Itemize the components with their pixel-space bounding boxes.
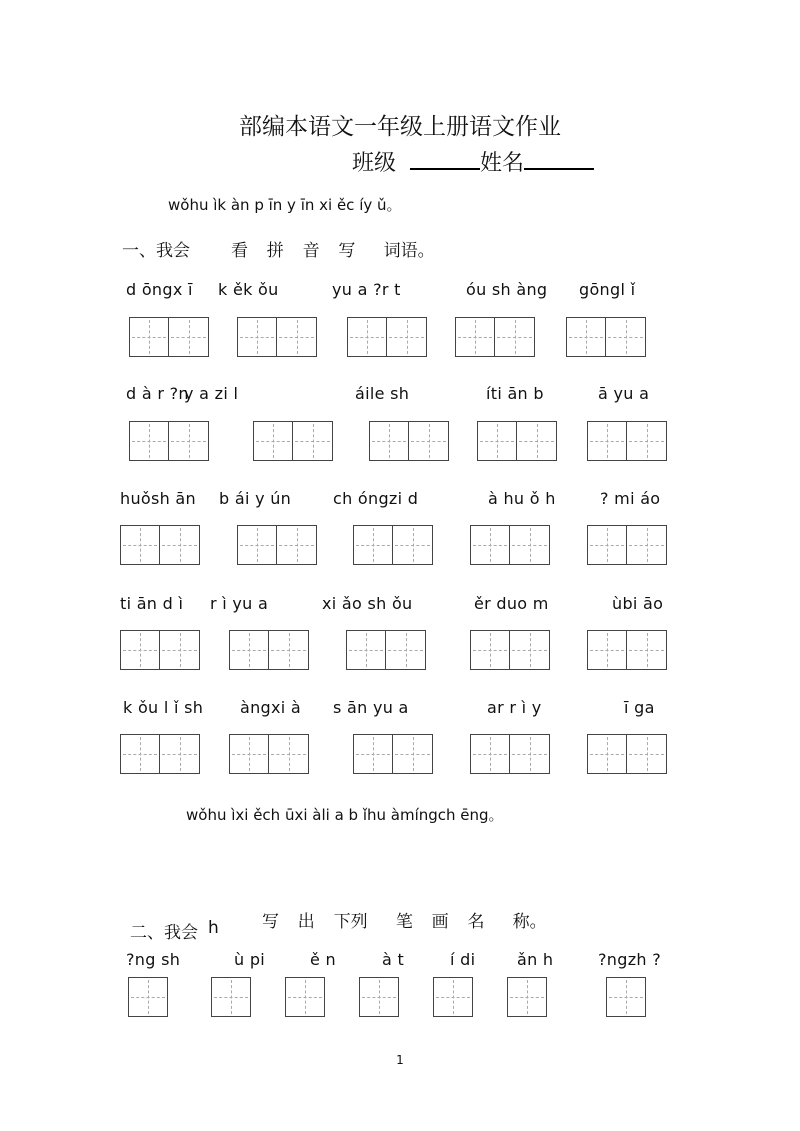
grid-cell[interactable] xyxy=(606,317,646,357)
pinyin-5-3: s ān yu a xyxy=(333,698,409,717)
grid-cell[interactable] xyxy=(510,734,550,774)
pinyin-3-2: b ái y ún xyxy=(219,489,292,508)
grid-cell[interactable] xyxy=(386,630,426,670)
section2-title-rest: 写 出 下列 笔 画 名 称。 xyxy=(262,912,547,932)
pinyin-1-3: yu a ?r t xyxy=(332,280,401,299)
write-grid-2-1[interactable] xyxy=(129,421,209,461)
pinyin-1-4: óu sh àng xyxy=(466,280,548,299)
grid-cell[interactable] xyxy=(627,525,667,565)
stroke-pinyin-5: í di xyxy=(450,950,476,969)
grid-cell[interactable] xyxy=(277,525,317,565)
grid-cell[interactable] xyxy=(293,421,333,461)
grid-cell[interactable] xyxy=(120,734,160,774)
section1-title: 一、我会 xyxy=(122,241,190,261)
grid-cell[interactable] xyxy=(369,421,409,461)
grid-cell[interactable] xyxy=(160,525,200,565)
pinyin-5-4: ar r ì y xyxy=(487,698,542,717)
grid-cell[interactable] xyxy=(229,630,269,670)
grid-cell[interactable] xyxy=(129,317,169,357)
write-grid-4-2[interactable] xyxy=(229,630,309,670)
grid-cell[interactable] xyxy=(606,977,646,1017)
stroke-pinyin-3: ě n xyxy=(310,950,336,969)
pinyin-3-1: huǒsh ān xyxy=(120,489,196,508)
grid-cell[interactable] xyxy=(507,977,547,1017)
grid-cell[interactable] xyxy=(169,421,209,461)
stroke-grid-1[interactable] xyxy=(128,977,168,1017)
write-grid-3-4[interactable] xyxy=(470,525,550,565)
grid-cell[interactable] xyxy=(120,630,160,670)
grid-cell[interactable] xyxy=(470,525,510,565)
write-grid-4-5[interactable] xyxy=(587,630,667,670)
grid-cell[interactable] xyxy=(346,630,386,670)
grid-cell[interactable] xyxy=(229,734,269,774)
grid-cell[interactable] xyxy=(455,317,495,357)
write-grid-1-1[interactable] xyxy=(129,317,209,357)
stroke-grid-7[interactable] xyxy=(606,977,646,1017)
page-title: 部编本语文一年级上册语文作业 xyxy=(239,114,561,140)
section1-instruction-pinyin: wǒhu ìk àn p īn y īn xi ěc íy ǔ。 xyxy=(168,196,402,214)
pinyin-4-5: ùbi āo xyxy=(612,594,664,613)
pinyin-3-5: ? mi áo xyxy=(600,489,661,508)
write-grid-5-3[interactable] xyxy=(353,734,433,774)
grid-cell[interactable] xyxy=(285,977,325,1017)
pinyin-5-5: ī ga xyxy=(624,698,655,717)
grid-cell[interactable] xyxy=(269,734,309,774)
pinyin-1-5: gōngl ǐ xyxy=(579,280,636,299)
write-grid-1-5[interactable] xyxy=(566,317,646,357)
grid-cell[interactable] xyxy=(359,977,399,1017)
pinyin-5-2: àngxi à xyxy=(240,698,302,717)
grid-cell[interactable] xyxy=(128,977,168,1017)
grid-cell[interactable] xyxy=(627,421,667,461)
pinyin-2-5: ā yu a xyxy=(598,384,650,403)
pinyin-4-1: ti ān d ì xyxy=(120,594,184,613)
write-grid-4-4[interactable] xyxy=(470,630,550,670)
write-grid-4-1[interactable] xyxy=(120,630,200,670)
write-grid-1-3[interactable] xyxy=(347,317,427,357)
write-grid-2-3[interactable] xyxy=(369,421,449,461)
write-grid-5-2[interactable] xyxy=(229,734,309,774)
section1-title-rest: 看 拼 音 写 词语。 xyxy=(231,241,435,261)
stroke-grid-4[interactable] xyxy=(359,977,399,1017)
grid-cell[interactable] xyxy=(587,734,627,774)
write-grid-2-5[interactable] xyxy=(587,421,667,461)
pinyin-2-2: y a zi l xyxy=(184,384,239,403)
grid-cell[interactable] xyxy=(393,734,433,774)
write-grid-5-1[interactable] xyxy=(120,734,200,774)
stroke-pinyin-6: ǎn h xyxy=(517,950,554,969)
grid-cell[interactable] xyxy=(477,421,517,461)
pinyin-2-4: íti ān b xyxy=(486,384,544,403)
stroke-pinyin-4: à t xyxy=(382,950,405,969)
grid-cell[interactable] xyxy=(160,630,200,670)
grid-cell[interactable] xyxy=(347,317,387,357)
class-label: 班级 xyxy=(352,151,397,176)
grid-cell[interactable] xyxy=(211,977,251,1017)
grid-cell[interactable] xyxy=(353,734,393,774)
write-grid-3-5[interactable] xyxy=(587,525,667,565)
write-grid-4-3[interactable] xyxy=(346,630,426,670)
grid-cell[interactable] xyxy=(587,421,627,461)
grid-cell[interactable] xyxy=(470,630,510,670)
grid-cell[interactable] xyxy=(269,630,309,670)
stroke-grid-2[interactable] xyxy=(211,977,251,1017)
grid-cell[interactable] xyxy=(277,317,317,357)
grid-cell[interactable] xyxy=(409,421,449,461)
grid-cell[interactable] xyxy=(627,630,667,670)
grid-cell[interactable] xyxy=(433,977,473,1017)
grid-cell[interactable] xyxy=(237,525,277,565)
grid-cell[interactable] xyxy=(387,317,427,357)
grid-cell[interactable] xyxy=(495,317,535,357)
page-number: 1 xyxy=(396,1053,404,1067)
stroke-pinyin-1: ?ng sh xyxy=(126,950,181,969)
pinyin-2-1: d à r ?n xyxy=(126,384,189,403)
section2-title-extra: h xyxy=(208,918,219,938)
grid-cell[interactable] xyxy=(587,630,627,670)
name-blank[interactable] xyxy=(524,148,594,170)
grid-cell[interactable] xyxy=(237,317,277,357)
stroke-pinyin-2: ù pi xyxy=(234,950,266,969)
pinyin-1-2: k ěk ǒu xyxy=(218,280,279,299)
pinyin-3-4: à hu ǒ h xyxy=(488,489,556,508)
write-grid-3-3[interactable] xyxy=(353,525,433,565)
pinyin-2-3: áile sh xyxy=(355,384,410,403)
class-name-line xyxy=(352,146,594,177)
write-grid-3-2[interactable] xyxy=(237,525,317,565)
name-label: 姓名 xyxy=(480,151,525,176)
pinyin-4-4: ěr duo m xyxy=(474,594,549,613)
grid-cell[interactable] xyxy=(470,734,510,774)
grid-cell[interactable] xyxy=(627,734,667,774)
stroke-pinyin-7: ?ngzh ? xyxy=(598,950,662,969)
stroke-grid-3[interactable] xyxy=(285,977,325,1017)
grid-cell[interactable] xyxy=(120,525,160,565)
write-grid-1-4[interactable] xyxy=(455,317,535,357)
write-grid-3-1[interactable] xyxy=(120,525,200,565)
section2-title: 二、我会 xyxy=(130,923,198,943)
write-grid-2-2[interactable] xyxy=(253,421,333,461)
grid-cell[interactable] xyxy=(587,525,627,565)
pinyin-1-1: d ōngx ī xyxy=(126,280,193,299)
write-grid-1-2[interactable] xyxy=(237,317,317,357)
grid-cell[interactable] xyxy=(353,525,393,565)
pinyin-4-2: r ì yu a xyxy=(210,594,269,613)
stroke-grid-5[interactable] xyxy=(433,977,473,1017)
grid-cell[interactable] xyxy=(253,421,293,461)
pinyin-5-1: k ǒu l ǐ sh xyxy=(123,698,204,717)
write-grid-5-4[interactable] xyxy=(470,734,550,774)
grid-cell[interactable] xyxy=(160,734,200,774)
stroke-grid-6[interactable] xyxy=(507,977,547,1017)
write-grid-5-5[interactable] xyxy=(587,734,667,774)
grid-cell[interactable] xyxy=(510,525,550,565)
grid-cell[interactable] xyxy=(517,421,557,461)
grid-cell[interactable] xyxy=(393,525,433,565)
class-blank[interactable] xyxy=(410,148,480,170)
pinyin-3-3: ch óngzi d xyxy=(333,489,419,508)
pinyin-4-3: xi ǎo sh ǒu xyxy=(322,594,413,613)
grid-cell[interactable] xyxy=(510,630,550,670)
grid-cell[interactable] xyxy=(169,317,209,357)
grid-cell[interactable] xyxy=(566,317,606,357)
write-grid-2-4[interactable] xyxy=(477,421,557,461)
section2-instruction-pinyin: wǒhu ìxi ěch ūxi àli a b ǐhu àmíngch ēng。 xyxy=(186,806,504,824)
grid-cell[interactable] xyxy=(129,421,169,461)
